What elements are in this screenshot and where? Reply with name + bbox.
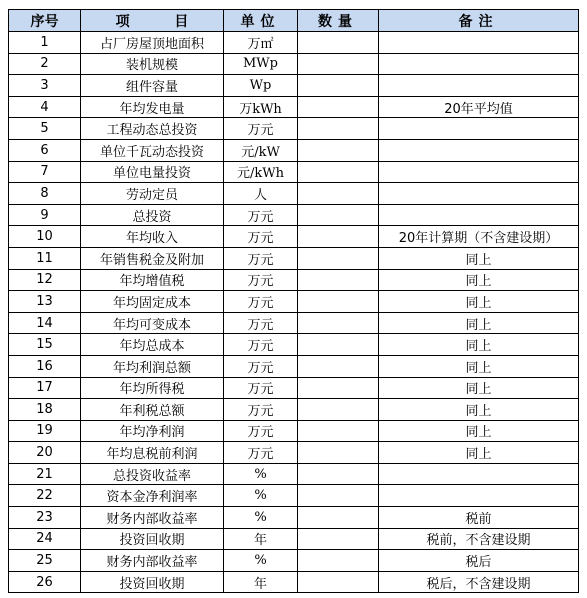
row-item-cell: 年均收入 — [81, 226, 224, 248]
row-quantity-cell[interactable] — [298, 269, 379, 291]
row-note-cell — [379, 161, 579, 183]
row-note-cell: 同上 — [379, 442, 579, 464]
row-number-cell: 12 — [9, 269, 81, 291]
table-row — [9, 96, 579, 118]
table-row — [9, 226, 579, 248]
row-unit-cell: 万元 — [224, 269, 298, 291]
row-note-cell: 同上 — [379, 269, 579, 291]
row-unit-cell: 万元 — [224, 312, 298, 334]
row-unit-cell: % — [224, 507, 298, 529]
row-item-cell: 年均发电量 — [81, 96, 224, 118]
row-unit-cell: 万元 — [224, 291, 298, 313]
row-item-cell: 年销售税金及附加 — [81, 247, 224, 269]
row-quantity-cell[interactable] — [298, 485, 379, 507]
row-unit-cell: 年 — [224, 528, 298, 550]
row-note-cell: 20年平均值 — [379, 96, 579, 118]
row-item-cell: 装机规模 — [81, 53, 224, 75]
table-row — [9, 528, 579, 550]
row-quantity-cell[interactable] — [298, 53, 379, 75]
row-quantity-cell[interactable] — [298, 96, 379, 118]
row-number-cell: 7 — [9, 161, 81, 183]
table-row — [9, 377, 579, 399]
row-item-cell: 工程动态总投资 — [81, 118, 224, 140]
row-number-cell: 11 — [9, 247, 81, 269]
row-quantity-cell[interactable] — [298, 463, 379, 485]
table-row — [9, 355, 579, 377]
table-row — [9, 420, 579, 442]
row-quantity-cell[interactable] — [298, 442, 379, 464]
row-number-cell: 23 — [9, 507, 81, 529]
table-row — [9, 550, 579, 572]
table-row — [9, 75, 579, 97]
row-item-cell: 年均总成本 — [81, 334, 224, 356]
row-unit-cell: 万元 — [224, 118, 298, 140]
row-number-cell: 26 — [9, 571, 81, 593]
project-indicator-table — [8, 9, 579, 593]
row-number-cell: 18 — [9, 399, 81, 421]
row-number-cell: 1 — [9, 32, 81, 54]
table-row — [9, 312, 579, 334]
row-quantity-cell[interactable] — [298, 571, 379, 593]
row-number-cell: 10 — [9, 226, 81, 248]
row-note-cell: 同上 — [379, 312, 579, 334]
row-number-cell: 21 — [9, 463, 81, 485]
row-note-cell — [379, 32, 579, 54]
row-quantity-cell[interactable] — [298, 355, 379, 377]
row-item-cell: 年均所得税 — [81, 377, 224, 399]
row-quantity-cell[interactable] — [298, 420, 379, 442]
row-unit-cell: 元/kW — [224, 139, 298, 161]
row-number-cell: 19 — [9, 420, 81, 442]
row-quantity-cell[interactable] — [298, 75, 379, 97]
row-quantity-cell[interactable] — [298, 161, 379, 183]
header-item: 项 目 — [81, 10, 224, 32]
row-note-cell — [379, 75, 579, 97]
row-note-cell: 税后 — [379, 550, 579, 572]
row-unit-cell: 万㎡ — [224, 32, 298, 54]
table-row — [9, 571, 579, 593]
row-quantity-cell[interactable] — [298, 507, 379, 529]
row-number-cell: 15 — [9, 334, 81, 356]
row-number-cell: 22 — [9, 485, 81, 507]
row-item-cell: 投资回收期 — [81, 528, 224, 550]
table-row — [9, 139, 579, 161]
row-number-cell: 8 — [9, 183, 81, 205]
row-unit-cell: 万元 — [224, 334, 298, 356]
row-number-cell: 13 — [9, 291, 81, 313]
row-note-cell: 同上 — [379, 399, 579, 421]
header-qty: 数量 — [298, 10, 379, 32]
row-number-cell: 25 — [9, 550, 81, 572]
row-note-cell — [379, 183, 579, 205]
row-note-cell: 20年计算期（不含建设期） — [379, 226, 579, 248]
table-row — [9, 247, 579, 269]
row-number-cell: 3 — [9, 75, 81, 97]
table-row — [9, 53, 579, 75]
header-no: 序号 — [9, 10, 81, 32]
table-row — [9, 442, 579, 464]
row-unit-cell: 万元 — [224, 399, 298, 421]
table-row — [9, 161, 579, 183]
row-note-cell — [379, 204, 579, 226]
row-quantity-cell[interactable] — [298, 183, 379, 205]
table-row — [9, 399, 579, 421]
row-unit-cell: 万元 — [224, 247, 298, 269]
row-note-cell — [379, 118, 579, 140]
row-number-cell: 4 — [9, 96, 81, 118]
row-unit-cell: 万元 — [224, 355, 298, 377]
row-unit-cell: 万元 — [224, 204, 298, 226]
row-quantity-cell[interactable] — [298, 528, 379, 550]
row-item-cell: 年均利润总额 — [81, 355, 224, 377]
row-unit-cell: 万元 — [224, 442, 298, 464]
row-unit-cell: 元/kWh — [224, 161, 298, 183]
row-quantity-cell[interactable] — [298, 118, 379, 140]
row-note-cell: 税前 — [379, 507, 579, 529]
row-unit-cell: 人 — [224, 183, 298, 205]
row-quantity-cell[interactable] — [298, 139, 379, 161]
row-unit-cell: 万元 — [224, 226, 298, 248]
row-number-cell: 24 — [9, 528, 81, 550]
row-note-cell: 同上 — [379, 355, 579, 377]
row-quantity-cell[interactable] — [298, 550, 379, 572]
row-item-cell: 年均息税前利润 — [81, 442, 224, 464]
row-quantity-cell[interactable] — [298, 291, 379, 313]
row-item-cell: 年利税总额 — [81, 399, 224, 421]
row-unit-cell: % — [224, 550, 298, 572]
row-item-cell: 年均净利润 — [81, 420, 224, 442]
row-note-cell: 税后，不含建设期 — [379, 571, 579, 593]
row-unit-cell: % — [224, 485, 298, 507]
table-container — [8, 9, 579, 593]
row-item-cell: 资本金净利润率 — [81, 485, 224, 507]
row-unit-cell: % — [224, 463, 298, 485]
row-quantity-cell[interactable] — [298, 399, 379, 421]
table-row — [9, 291, 579, 313]
row-note-cell: 税前，不含建设期 — [379, 528, 579, 550]
row-note-cell: 同上 — [379, 377, 579, 399]
row-item-cell: 财务内部收益率 — [81, 507, 224, 529]
table-row — [9, 118, 579, 140]
row-number-cell: 16 — [9, 355, 81, 377]
header-unit: 单位 — [224, 10, 298, 32]
table-row — [9, 334, 579, 356]
table-row — [9, 204, 579, 226]
row-number-cell: 20 — [9, 442, 81, 464]
row-quantity-cell[interactable] — [298, 32, 379, 54]
row-note-cell: 同上 — [379, 334, 579, 356]
row-item-cell: 占厂房屋顶地面积 — [81, 32, 224, 54]
row-note-cell — [379, 463, 579, 485]
header-note: 备注 — [379, 10, 579, 32]
row-item-cell: 总投资 — [81, 204, 224, 226]
row-quantity-cell[interactable] — [298, 312, 379, 334]
table-row — [9, 507, 579, 529]
row-item-cell: 劳动定员 — [81, 183, 224, 205]
row-unit-cell: MWp — [224, 53, 298, 75]
row-note-cell: 同上 — [379, 420, 579, 442]
row-item-cell: 年均固定成本 — [81, 291, 224, 313]
row-number-cell: 6 — [9, 139, 81, 161]
row-number-cell: 5 — [9, 118, 81, 140]
row-quantity-cell[interactable] — [298, 226, 379, 248]
row-unit-cell: 年 — [224, 571, 298, 593]
header-row — [9, 10, 579, 32]
row-number-cell: 2 — [9, 53, 81, 75]
row-unit-cell: 万元 — [224, 420, 298, 442]
row-quantity-cell[interactable] — [298, 334, 379, 356]
row-item-cell: 单位电量投资 — [81, 161, 224, 183]
row-item-cell: 组件容量 — [81, 75, 224, 97]
row-note-cell: 同上 — [379, 291, 579, 313]
row-item-cell: 财务内部收益率 — [81, 550, 224, 572]
row-number-cell: 9 — [9, 204, 81, 226]
row-note-cell — [379, 485, 579, 507]
row-note-cell — [379, 53, 579, 75]
table-row — [9, 485, 579, 507]
row-item-cell: 投资回收期 — [81, 571, 224, 593]
row-item-cell: 年均增值税 — [81, 269, 224, 291]
row-number-cell: 14 — [9, 312, 81, 334]
table-body — [9, 32, 579, 593]
row-item-cell: 年均可变成本 — [81, 312, 224, 334]
table-row — [9, 183, 579, 205]
row-note-cell — [379, 139, 579, 161]
row-unit-cell: 万kWh — [224, 96, 298, 118]
table-header — [9, 10, 579, 32]
row-item-cell: 总投资收益率 — [81, 463, 224, 485]
table-row — [9, 463, 579, 485]
table-row — [9, 32, 579, 54]
row-note-cell: 同上 — [379, 247, 579, 269]
table-row — [9, 269, 579, 291]
row-quantity-cell[interactable] — [298, 204, 379, 226]
row-number-cell: 17 — [9, 377, 81, 399]
row-unit-cell: Wp — [224, 75, 298, 97]
row-quantity-cell[interactable] — [298, 247, 379, 269]
row-quantity-cell[interactable] — [298, 377, 379, 399]
row-unit-cell: 万元 — [224, 377, 298, 399]
row-item-cell: 单位千瓦动态投资 — [81, 139, 224, 161]
